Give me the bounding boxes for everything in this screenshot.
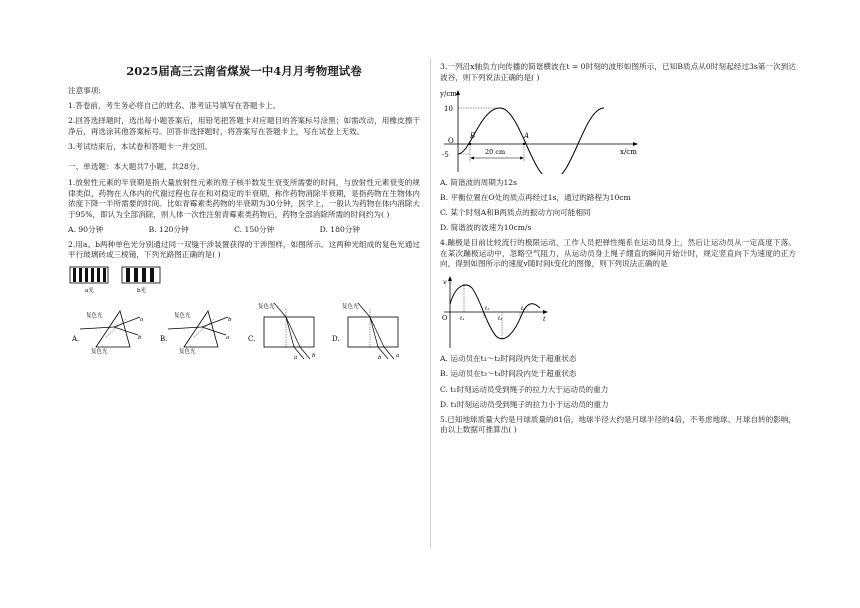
wave-graph: [440, 88, 640, 174]
point-a-marker: [523, 142, 525, 144]
velocity-time-graph: [440, 274, 550, 350]
question-3-option: A. 简谐波的周期为12s: [440, 177, 518, 187]
distance-label: 20 cm: [485, 147, 506, 156]
diagram-c-slab: [248, 302, 316, 361]
tick-t2: t₂: [485, 306, 490, 313]
tick-t3: t₃: [498, 316, 503, 323]
svg-text:a: a: [396, 353, 400, 360]
question-3-stem: 3.一列沿x轴负方向传播的简谐横波在t = 0时刻的波形如图所示，已知B质点从0时刻起经过3s第一次到达波谷，则下列说法正确的是( ): [440, 62, 796, 82]
question-1-stem: 1.放射性元素的半衰期是指大量放射性元素的原子核半数发生衰变所需要的时间，与放射性元素衰变的规律类似，药物在人体内的代谢过程也存在和对稳定的半衰期，称作药物消除半衰期，是指药物在生物体内浓度下降一半所需要的时间。比如青霉素类药物的半衰期为30分钟，医学上，一般认为药物在体内消除大于95%，即认为全部消除，则人体一次性注射青霉素类药物后，药物全部消除所需的时间约为( ): [68, 178, 420, 219]
origin-label: O: [442, 314, 448, 323]
v-axis-label: v: [443, 278, 447, 287]
diagram-b-prism: [160, 311, 232, 355]
tick-t1: t₁: [460, 316, 465, 323]
option-d: D. 180分钟: [319, 224, 360, 234]
notice-heading: 注意事项:: [68, 86, 101, 95]
notice-item: 3.考试结束后，本试卷和答题卡一并交回。: [68, 141, 212, 151]
notice-item: 2.回答选择题时，选出每小题答案后，用铅笔把答题卡对应题目的答案标号涂黑；如需改动，用橡皮擦干净后，再选涂其他答案标号。回答非选择题时，将答案写在答题卡上，写在试卷上无效。: [68, 116, 420, 136]
question-4-option: B. 运动员在t₃～t₄时间段内处于超重状态: [440, 369, 577, 379]
svg-text:a: a: [226, 335, 230, 342]
question-4-option: A. 运动员在t₁～t₂时间段内处于超重状态: [440, 354, 577, 364]
question-3-option: B. 平衡位置在O处的质点再经过1s，通过的路程为10cm: [440, 192, 631, 202]
y-axis-label: y/cm: [440, 89, 457, 98]
origin-label: O: [448, 136, 454, 145]
diagram-d-letter: D.: [332, 335, 340, 344]
diagram-b-letter: B.: [160, 335, 168, 344]
fringe-b-label: b光: [137, 288, 147, 295]
question-3-option: C. 某个时刻A和B两质点的振动方向可能相同: [440, 207, 591, 217]
y-tick-minus-5: -5: [442, 150, 449, 159]
fringe-b-pattern: [122, 267, 160, 283]
option-a: A. 90分钟: [68, 224, 104, 234]
diagram-c-letter: C.: [248, 335, 256, 344]
x-axis-label: x/cm: [620, 147, 637, 156]
svg-text:a: a: [140, 317, 144, 324]
mixed-light-label: 复色光: [258, 304, 275, 311]
y-tick-10: 10: [444, 104, 453, 113]
section-heading: 一、单选题：本大题共7小题，共28分。: [68, 162, 204, 172]
question-5-stem: 5.已知地球质量大约是月球质量的81倍，地球半径大约是月球半径的4倍，不考虑地球、月球自转的影响，由以上数据可推算出( ): [440, 414, 796, 435]
right-column: [440, 62, 796, 440]
diagram-a-prism: [71, 311, 143, 355]
svg-text:a: a: [294, 355, 298, 362]
notice-item: 1.答卷前，考生务必将自己的姓名、准考证号填写在答题卡上。: [68, 101, 281, 111]
tick-t4: t₄: [521, 306, 526, 313]
question-3-option: D. 简谐波的波速为10cm/s: [440, 222, 532, 232]
point-b-marker: [469, 142, 471, 144]
svg-text:b: b: [378, 355, 382, 362]
question-1-options: [68, 225, 420, 236]
mixed-light-label: 复色光: [91, 349, 108, 356]
option-c: C. 150分钟: [234, 224, 275, 234]
point-a-label: A: [524, 131, 530, 140]
mixed-light-label: 复色光: [179, 349, 196, 356]
t-axis-label: t: [543, 315, 546, 324]
fringe-patterns-figure: [68, 265, 178, 295]
fringe-a-pattern: [70, 267, 108, 283]
point-b-label: B: [470, 131, 476, 140]
svg-text:b: b: [312, 353, 316, 360]
column-divider: [430, 58, 431, 548]
light-path-diagrams: [68, 299, 420, 361]
left-column: [68, 62, 420, 365]
svg-text:b: b: [138, 335, 142, 342]
diagram-a-letter: A.: [72, 335, 80, 344]
exam-title: 2025届高三云南省煤炭一中4月月考物理试卷: [126, 64, 362, 78]
svg-text:b: b: [228, 317, 232, 324]
question-4-option: D. t₁时刻运动员受到绳子的拉力小于运动员的重力: [440, 399, 609, 409]
diagram-d-slab: [332, 302, 399, 361]
question-4-stem: 4.蹦极是目前比较流行的极限运动，工作人员把弹性绳系在运动员身上，然后让运动员从一定高度下落。在某次蹦极运动中，忽略空气阻力，从运动员身上绳子绷直的瞬间开始计时，规定竖直向下为速度的正方向，得到如图所示的速度v随时间t变化的图像，则下列说法正确的是: [440, 238, 796, 269]
mixed-light-label: 复色光: [86, 313, 103, 320]
mixed-light-label: 复色光: [342, 304, 359, 311]
question-4-option: C. t₁时刻运动员受到绳子的拉力大于运动员的重力: [440, 384, 609, 394]
option-b: B. 120分钟: [148, 224, 189, 234]
wave-curve: [458, 108, 604, 174]
fringe-a-label: a光: [85, 288, 94, 295]
mixed-light-label: 复色光: [174, 313, 191, 320]
question-2-stem: 2.用a、b两种单色光分别通过同一双缝干涉装置获得的干涉图样，如图所示。这两种光组成的复色光通过平行玻璃砖或三棱镜，下列光路图正确的是( ): [68, 239, 420, 260]
